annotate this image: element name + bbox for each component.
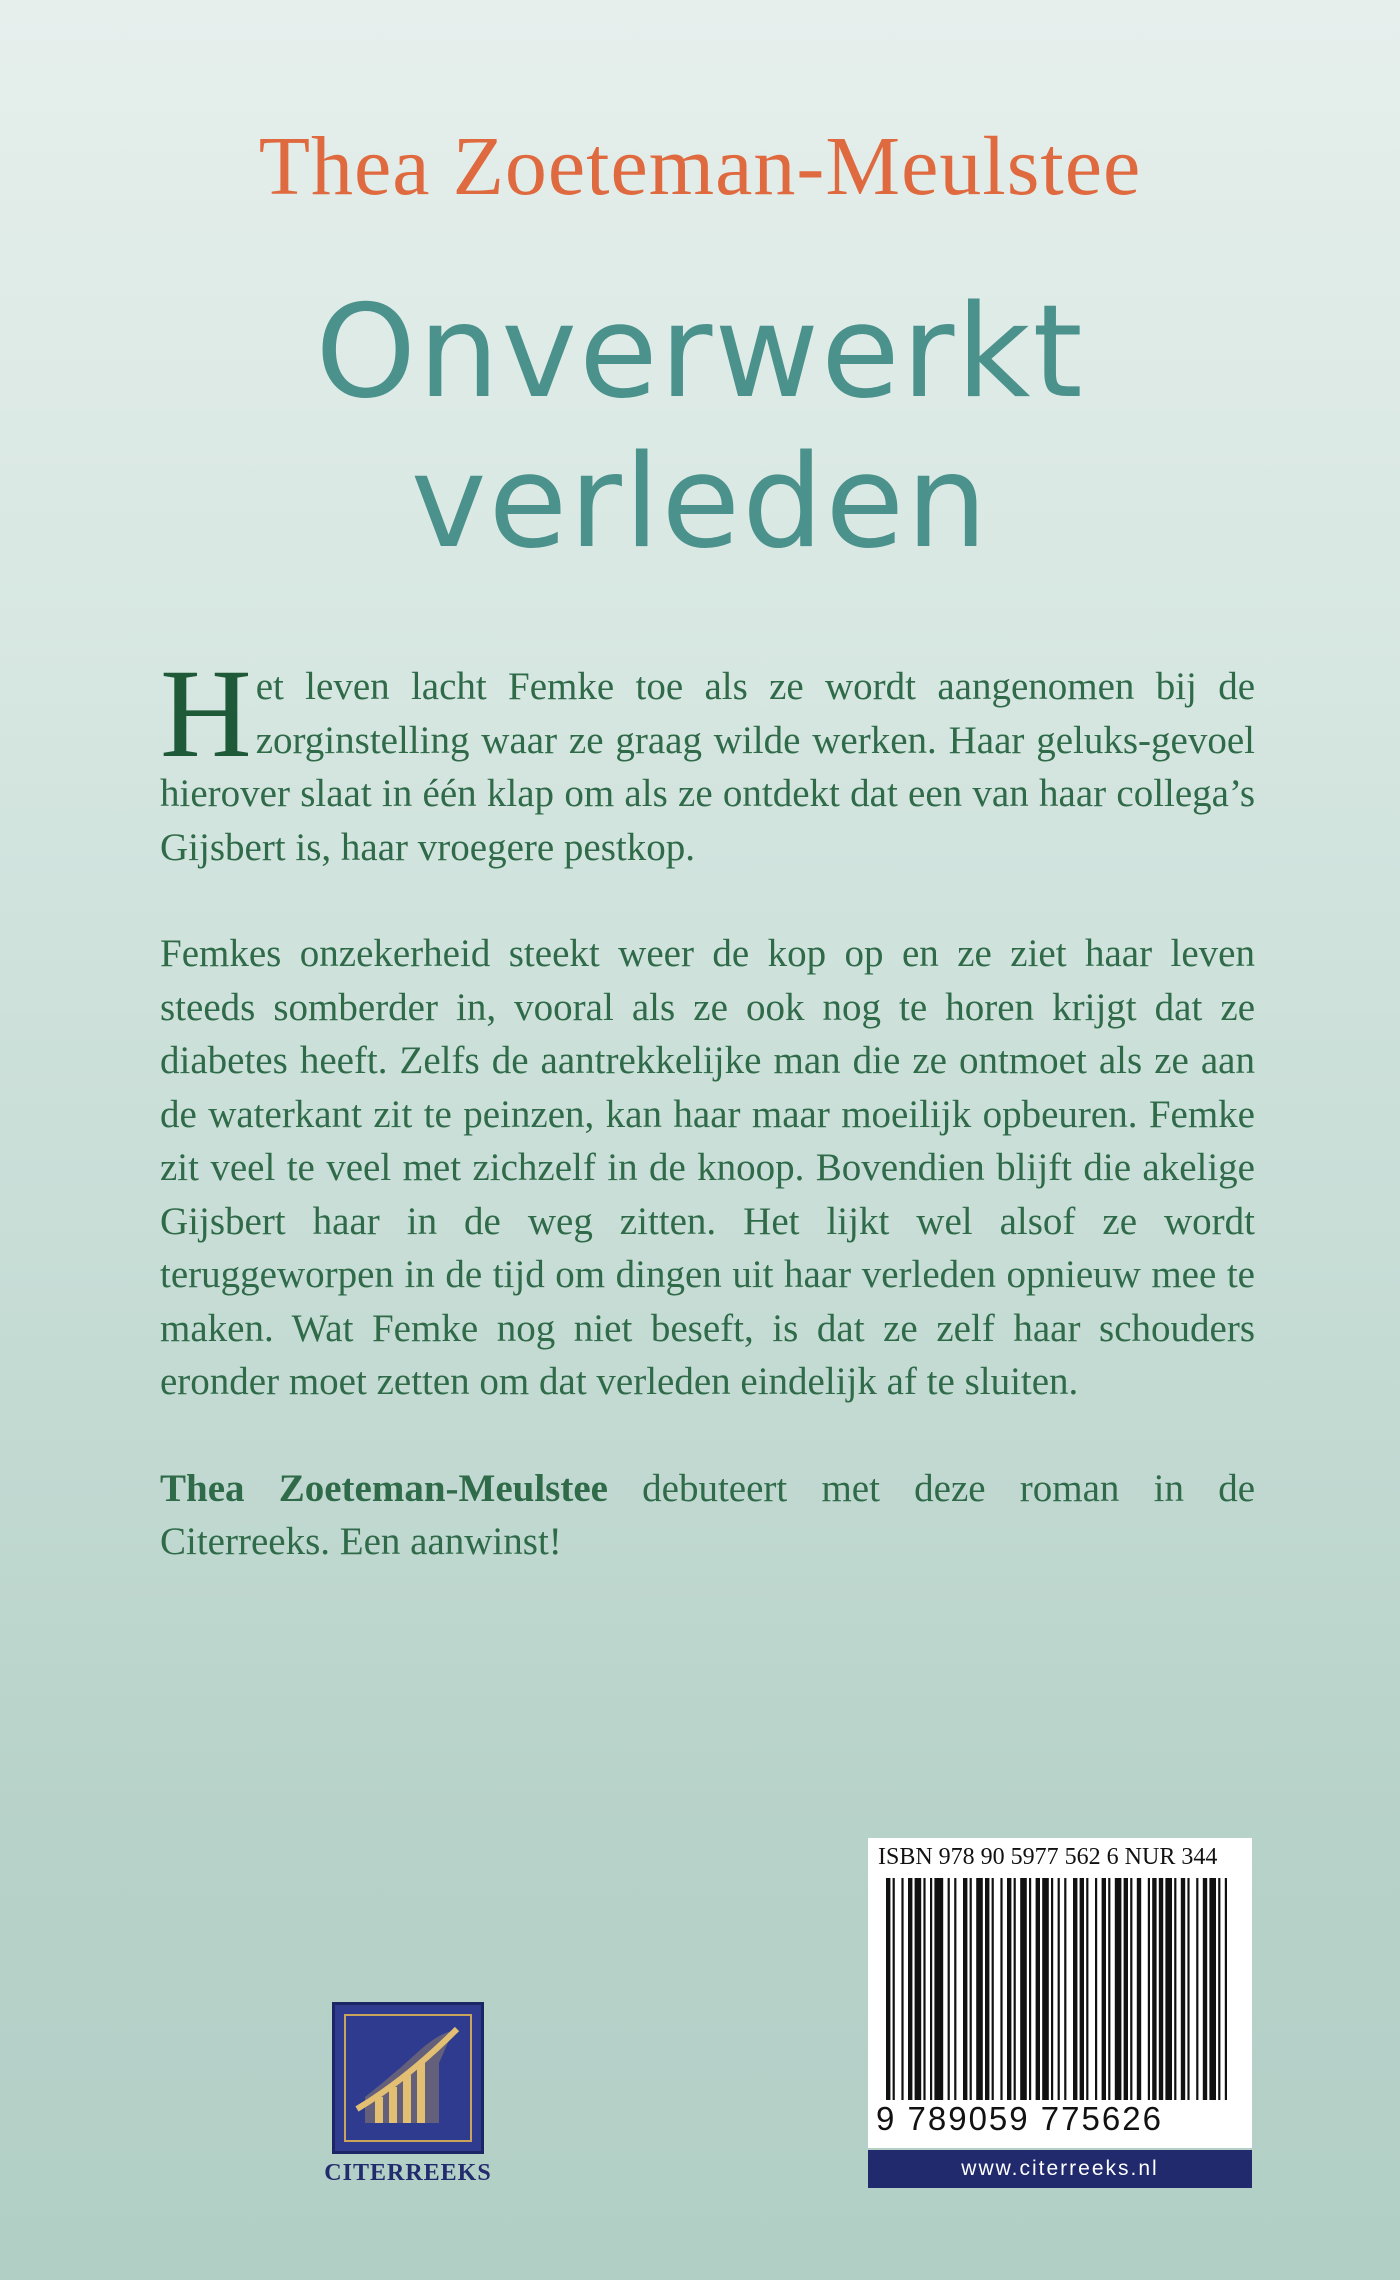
barcode-bar [1014, 1878, 1016, 2100]
barcode-bar [1174, 1878, 1176, 2100]
barcode-bar [948, 1878, 950, 2100]
barcode-bar [901, 1878, 903, 2100]
book-title-line-1: Onverwerkt [315, 278, 1085, 427]
publisher-url: www.citerreeks.nl [868, 2150, 1252, 2188]
blurb-paragraph-3-text: debuteert met deze roman in de Citerreeks. Een aanwinst! [160, 1466, 1256, 1563]
barcode-bar [930, 1878, 932, 2100]
barcode-bar [1148, 1878, 1150, 2100]
book-title [300, 278, 1100, 578]
barcode-bar [954, 1878, 956, 2100]
barcode-bar [985, 1878, 989, 2100]
barcode-bar [1036, 1878, 1040, 2100]
blurb-paragraph-2: Femkes onzekerheid steekt weer de kop op en ze ziet haar leven steeds somberder in, vooral als ze ook nog te horen krijgt dat ze diabetes heeft. Zelfs de aantrekkelijke man die ze ontmoet als ze aan de waterkant zit te peinzen, kan haar maar moeilijk opbeuren. Femke zit veel te veel met zichzelf in de knoop. Bovendien blijft die akelige Gijsbert haar in de weg zitten. Het lijkt wel alsof ze wordt teruggeworpen in de tijd om dingen uit haar verleden opnieuw mee te maken. Wat Femke nog niet beseft, is dat ze zelf haar schouders eronder moet zetten om dat verleden eindelijk af te sluiten. [160, 932, 1255, 1403]
blurb-paragraph-3 [160, 1462, 1255, 1569]
blurb-paragraph-1 [160, 644, 1255, 874]
barcode-bar [893, 1878, 895, 2100]
barcode-bar [1058, 1878, 1060, 2100]
blurb-paragraph-1-text: et leven lacht Femke toe als ze wordt aangenomen bij de zorginstelling waar ze graag wilde werken. Haar geluks-gevoel hierover slaat in één klap om als ze ontdekt dat een van haar collega’s Gijsbert is, haar vroegere pestkop. [160, 665, 1255, 869]
barcode-bar [1029, 1878, 1031, 2100]
barcode-bar [992, 1878, 994, 2100]
barcode-panel [868, 1838, 1252, 2148]
barcode-bar [886, 1878, 890, 2100]
barcode-bar [976, 1878, 983, 2100]
barcode-bar [1115, 1878, 1122, 2100]
barcode-bar [1187, 1878, 1189, 2100]
barcode-bar [1007, 1878, 1011, 2100]
isbn-label: ISBN 978 90 5977 562 6 NUR 344 [878, 1844, 1218, 1870]
publisher-name: CITERREEKS [324, 2160, 492, 2186]
barcode-bar [1152, 1878, 1156, 2100]
barcode-bar [1181, 1878, 1185, 2100]
barcode-bar [1124, 1878, 1128, 2100]
author-name: Thea Zoeteman-Meulstee [258, 120, 1142, 213]
barcode-bar [1203, 1878, 1207, 2100]
barcode-bar [1020, 1878, 1027, 2100]
author-name-bold: Thea Zoeteman-Meulstee [160, 1466, 608, 1510]
barcode-bar [1064, 1878, 1066, 2100]
barcode-bar [1209, 1878, 1216, 2100]
barcode-bar [923, 1878, 925, 2100]
barcode-bar [963, 1878, 967, 2100]
barcode-bar [915, 1878, 922, 2100]
barcode-bar [1159, 1878, 1163, 2100]
harp-string-1 [375, 2097, 383, 2123]
harp-string-4 [417, 2063, 425, 2123]
barcode-bar [1102, 1878, 1106, 2100]
barcode-bar [1196, 1878, 1198, 2100]
barcode-bar [1130, 1878, 1132, 2100]
barcode-bar [1137, 1878, 1141, 2100]
barcode-bar [934, 1878, 943, 2100]
barcode-bar [1080, 1878, 1084, 2100]
harp-icon [335, 2005, 481, 2151]
book-title-line-2: verleden [410, 428, 990, 577]
barcode-bar [1218, 1878, 1220, 2100]
blurb [160, 644, 1256, 1622]
barcode-digits: 9 789059 775626 [876, 2100, 1246, 2138]
barcode-bar [1095, 1878, 1097, 2100]
harp-string-3 [403, 2075, 411, 2123]
barcode-bar [908, 1878, 912, 2100]
barcode-bar [970, 1878, 972, 2100]
drop-cap: H [160, 644, 252, 784]
barcode-bar [1073, 1878, 1077, 2100]
barcode-bar [1051, 1878, 1053, 2100]
barcode-bar [1042, 1878, 1049, 2100]
harp-string-2 [389, 2087, 397, 2123]
citerreeks-harp-logo-icon [332, 2002, 484, 2154]
barcode-bar [1086, 1878, 1088, 2100]
barcode-bar [1000, 1878, 1002, 2100]
barcode-bars [886, 1878, 1234, 2118]
barcode-bar [1225, 1878, 1227, 2100]
barcode-bar [1165, 1878, 1172, 2100]
barcode-bar [1108, 1878, 1110, 2100]
